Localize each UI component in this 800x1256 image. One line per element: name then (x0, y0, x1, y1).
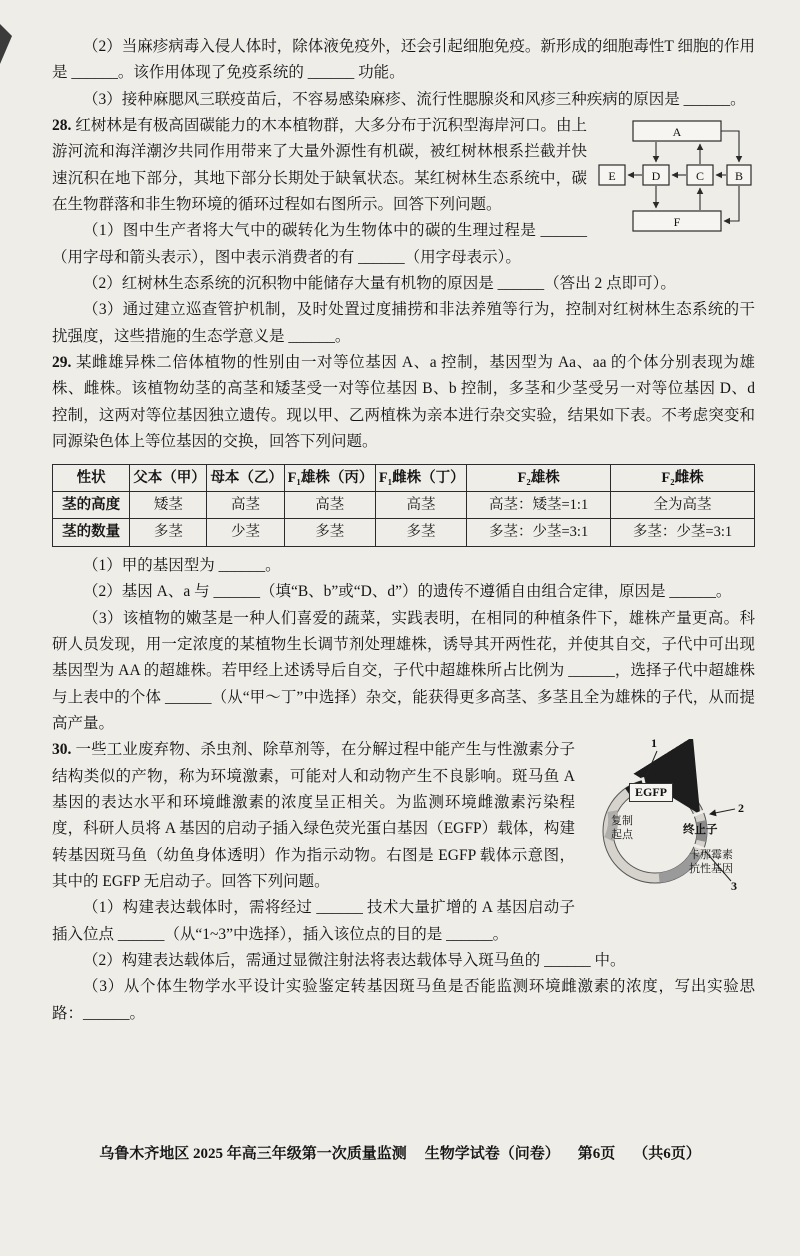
header-f2-female: F₂雌株 (611, 464, 755, 491)
cell: 多茎 (284, 519, 375, 546)
q29-intro (52, 350, 755, 455)
arrow-b-to-f (724, 186, 739, 221)
cell: 多茎：少茎=3:1 (467, 519, 611, 546)
site-1-label: 1 (651, 736, 657, 751)
arrow-a-to-b (721, 131, 739, 162)
q28-sub2: （2）红树林生态系统的沉积物中能储存大量有机物的原因是 ______（答出 2 点即可）。 (83, 275, 676, 293)
cell: 高茎 (207, 491, 284, 518)
cell: 茎的数量 (53, 519, 130, 546)
header-f2-male: F₂雄株 (467, 464, 611, 491)
egfp-vector-diagram (583, 736, 755, 905)
q30-sub1: （1）构建表达载体时，需将经过 ______ 技术大量扩增的 A 基因启动子插入位点 ______（从“1~3”中选择），插入该位点的目的是 ______。 (52, 899, 575, 943)
q28-number: 28. (52, 117, 72, 135)
cell: 多茎 (130, 519, 207, 546)
q30-intro-text: 一些工业废弃物、杀虫剂、除草剂等，在分解过程中能产生与性激素分子结构类似的产物，称为环境激素，可能对人和动物产生不良影响。斑马鱼 A 基因的表达水平和环境雌激素的浓度呈正相关。为监测环境雌激素污染程度，科研人员将 A 基因的启动子插入绿色荧光蛋白基因（EGFP）载体，构建转基因斑马鱼（幼鱼身体透明）作为指示动物。右图是 EGFP 载体示意图，其中的 EGFP 无启动子。回答下列问题。 (52, 741, 575, 891)
q30-number: 30. (52, 741, 72, 759)
kanamycin-resistance-label: 卡那霉素抗性基因 (689, 849, 733, 876)
replication-origin-label: 复制起点 (611, 815, 633, 842)
cell: 高茎 (375, 491, 466, 518)
footer-page-number: 第6页 (577, 1146, 616, 1162)
q29-sub2: （2）基因 A、a 与 ______（填“B、b”或“D、d”）的遗传不遵循自由组合定律，原因是 ______。 (83, 583, 732, 601)
q29-sub1: （1）甲的基因型为 ______。 (83, 556, 281, 574)
box-b-label: B (734, 169, 744, 184)
box-a-label: A (672, 125, 682, 140)
header-father: 父本（甲） (130, 464, 207, 491)
q28-intro-text: 红树林是有极高固碳能力的木本植物群，大多分布于沉积型海岸河口。由上游河流和海洋潮汐共同作用带来了大量外源性有机碳，被红树林根系拦截并快速沉积在地下部分，其地下部分长期处于缺氧状态。某红树林生态系统中，碳在生物群落和非生物环境的循环过程如右图所示。回答下列问题。 (52, 117, 587, 214)
q29-sub3: （3）该植物的嫩茎是一种人们喜爱的蔬菜，实践表明，在相同的种植条件下，雄株产量更高。科研人员发现，用一定浓度的某植物生长调节剂处理雄株，诱导其开两性花，并使其自交，子代中可出现基因型为 AA 的超雄株。若甲经上述诱导后自交，子代中超雄株所占比例为 ______，选择子代中超雄株与上表中的个体 ______（从“甲～丁”中选择）杂交，能获得更多高茎、多茎且全为雄株的子代，从而提高产量。 (52, 609, 755, 732)
cell: 全为高茎 (611, 491, 755, 518)
q27-part3: （3）接种麻腮风三联疫苗后，不容易感染麻疹、流行性腮腺炎和风疹三种疾病的原因是 ______。 (83, 90, 746, 108)
cell: 茎的高度 (53, 491, 130, 518)
site-2-label: 2 (738, 801, 744, 816)
box-d-label: D (651, 169, 661, 184)
footer-exam-title: 乌鲁木齐地区 2025 年高三年级第一次质量监测 (99, 1146, 407, 1162)
q27-part2: （2）当麻疹病毒入侵人体时，除体液免疫外，还会引起细胞免疫。新形成的细胞毒性T 细胞的作用是 ______。该作用体现了免疫系统的 ______ 功能。 (52, 38, 755, 82)
q28-sub3: （3）通过建立巡查管护机制，及时处置过度捕捞和非法养殖等行为，控制对红树林生态系统的干扰强度，这些措施的生态学意义是 ______。 (52, 301, 755, 345)
cell: 高茎 (284, 491, 375, 518)
page-footer (0, 1142, 800, 1163)
header-mother: 母本（乙） (207, 464, 284, 491)
site-2-leader (710, 809, 735, 814)
question-29 (52, 350, 755, 737)
box-c-label: C (695, 169, 705, 184)
cell: 矮茎 (130, 491, 207, 518)
carbon-cycle-diagram (597, 117, 755, 241)
cell: 多茎 (375, 519, 466, 546)
cell: 少茎 (207, 519, 284, 546)
table-row-height (53, 491, 755, 518)
cross-results-table (52, 464, 755, 547)
cell: 高茎：矮茎=1:1 (467, 491, 611, 518)
egfp-label: EGFP (629, 783, 673, 802)
footer-page-total: （共6页） (633, 1146, 701, 1162)
cell: 多茎：少茎=3:1 (611, 519, 755, 546)
table-row-number (53, 519, 755, 546)
footer-subject: 生物学试卷（问卷） (424, 1146, 560, 1162)
carbon-cycle-svg (597, 117, 755, 241)
table-header-row (53, 464, 755, 491)
site-3-label: 3 (731, 879, 737, 894)
question-28 (52, 113, 755, 350)
header-f1-male: F₁雄株（丙） (284, 464, 375, 491)
box-f-label: F (673, 215, 681, 230)
question-27-continued (52, 34, 755, 113)
header-f1-female: F₁雌株（丁） (375, 464, 466, 491)
q29-intro-text: 某雌雄异株二倍体植物的性别由一对等位基因 A、a 控制，基因型为 Aa、aa 的个体分别表现为雄株、雌株。该植物幼茎的高茎和矮茎受一对等位基因 B、b 控制，多茎和少茎受另一对等位基因 D、d 控制，这两对等位基因独立遗传。现以甲、乙两植株为亲本进行杂交实验，结果如下表。不考虑突变和同源染色体上等位基因的交换，回答下列问题。 (52, 354, 755, 451)
header-trait: 性状 (53, 464, 130, 491)
q30-sub3: （3）从个体生物学水平设计实验鉴定转基因斑马鱼是否能监测环境雌激素的浓度，写出实验思路：______。 (52, 978, 755, 1022)
q29-number: 29. (52, 354, 72, 372)
q28-sub1: （1）图中生产者将大气中的碳转化为生物体中的碳的生理过程是 ______（用字母和箭头表示），图中表示消费者的有 ______（用字母表示）。 (52, 222, 587, 266)
box-e-label: E (608, 169, 616, 184)
question-30 (52, 737, 755, 1027)
q30-sub2: （2）构建表达载体后，需通过显微注射法将表达载体导入斑马鱼的 ______ 中。 (83, 952, 626, 970)
terminator-label: 终止子 (683, 824, 718, 837)
site-1-leader (645, 751, 657, 779)
